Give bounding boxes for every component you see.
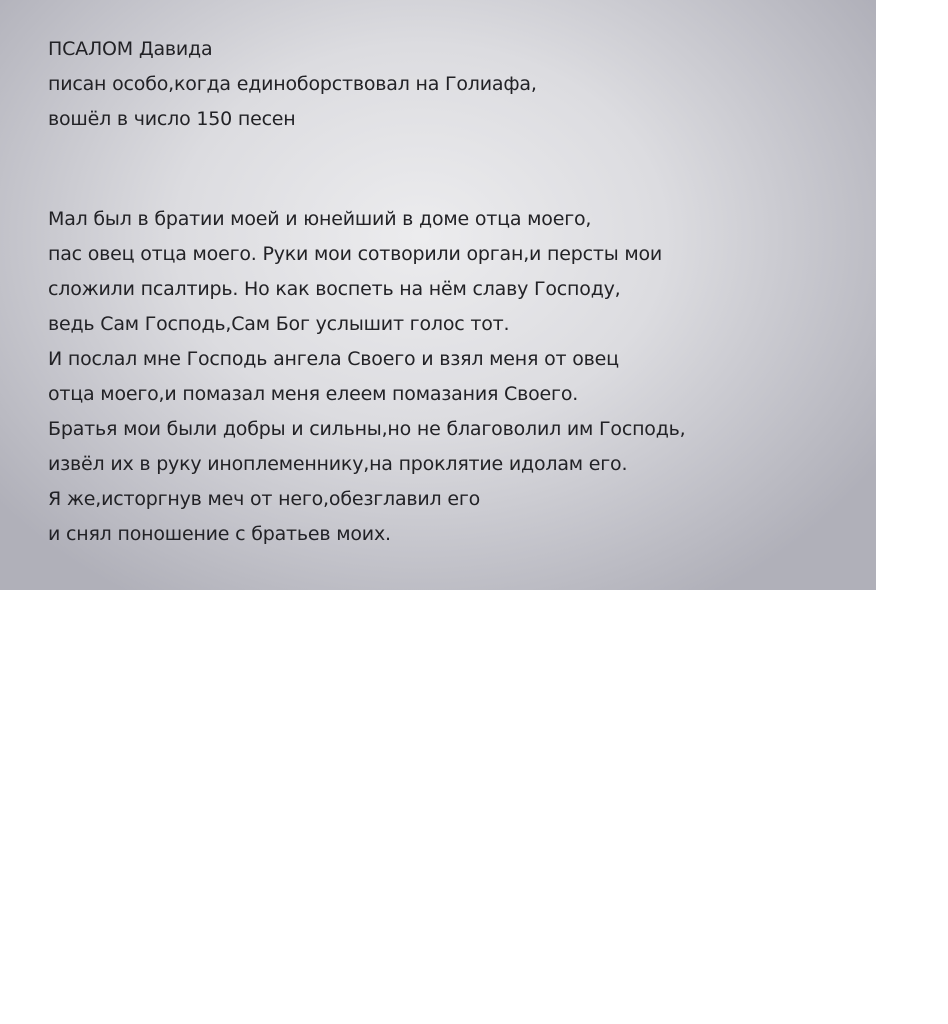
psalm-text: [48, 202, 838, 552]
psalm-text-line: и снял поношение с братьев моих.: [48, 523, 391, 545]
psalm-text-line: И послал мне Господь ангела Своего и взял меня от овец: [48, 348, 619, 370]
psalm-text-line: пас овец отца моего. Руки мои сотворили орган,и персты мои: [48, 243, 663, 265]
psalm-text-line: Я же,исторгнув меч от него,обезглавил его: [48, 488, 481, 510]
psalm-text-line: отца моего,и помазал меня елеем помазания Своего.: [48, 383, 579, 405]
psalm-text-line: Братья мои были добры и сильны,но не благоволил им Господь,: [48, 418, 686, 440]
psalm-text-line: ведь Сам Господь,Сам Бог услышит голос тот.: [48, 313, 510, 335]
psalm-header: [48, 32, 828, 137]
psalm-subtitle-line: вошёл в число 150 песен: [48, 108, 296, 130]
psalm-text-line: извёл их в руку иноплеменнику,на проклятие идолам его.: [48, 453, 628, 475]
psalm-subtitle-line: писан особо,когда единоборствовал на Голиафа,: [48, 73, 537, 95]
psalm-text-line: Мал был в братии моей и юнейший в доме отца моего,: [48, 208, 592, 230]
psalm-title: ПСАЛОМ Давида: [48, 38, 213, 60]
psalm-text-line: сложили псалтирь. Но как воспеть на нём славу Господу,: [48, 278, 621, 300]
